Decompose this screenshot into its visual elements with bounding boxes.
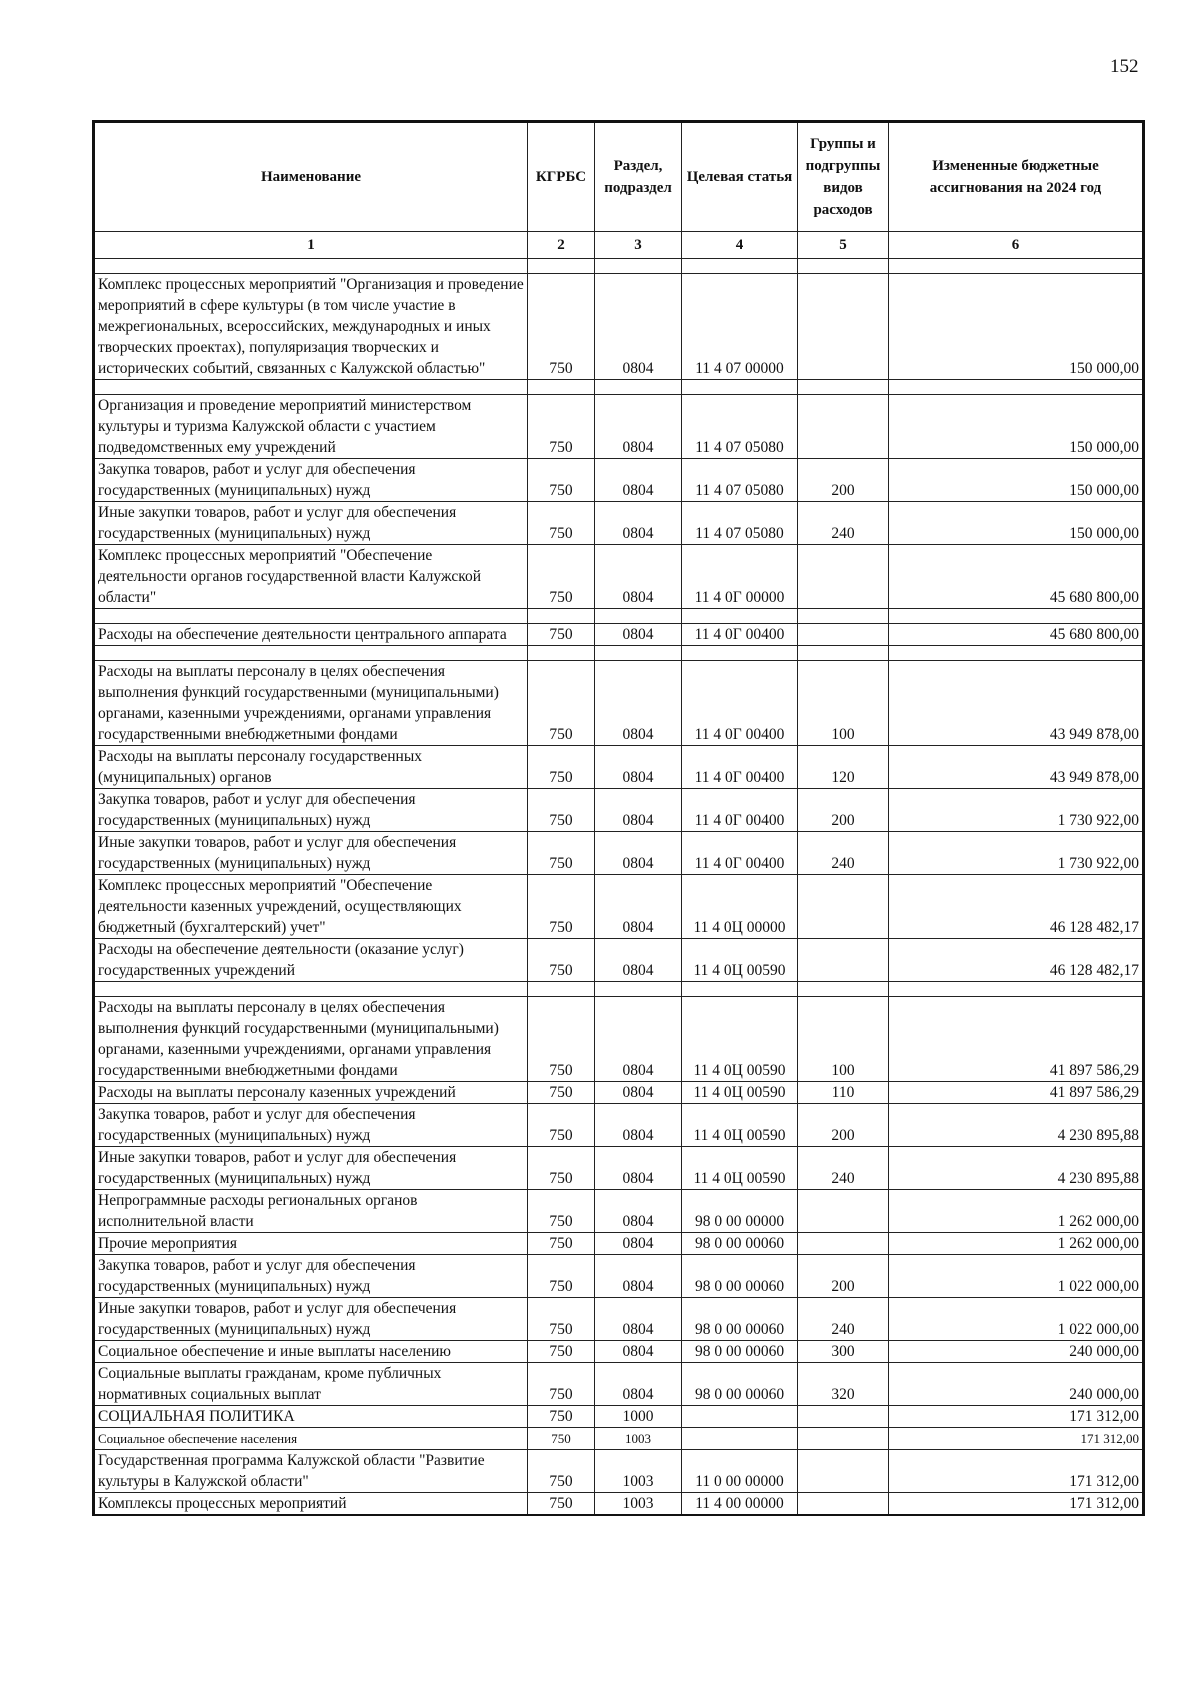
row-target: 11 4 0Ц 00590 bbox=[682, 997, 798, 1082]
header-name: Наименование bbox=[94, 122, 528, 232]
row-target: 11 4 0Г 00000 bbox=[682, 545, 798, 609]
row-name: Комплексы процессных мероприятий bbox=[94, 1493, 528, 1516]
table-row bbox=[94, 997, 1144, 1082]
row-section: 0804 bbox=[595, 1190, 682, 1233]
row-target: 11 4 0Ц 00590 bbox=[682, 1082, 798, 1104]
table-row bbox=[94, 1428, 1144, 1450]
row-kgrbs: 750 bbox=[528, 459, 595, 502]
row-name: Государственная программа Калужской области "Развитие культуры в Калужской области" bbox=[94, 1450, 528, 1493]
row-amount: 1 262 000,00 bbox=[889, 1233, 1144, 1255]
row-amount: 1 022 000,00 bbox=[889, 1298, 1144, 1341]
row-name: Расходы на выплаты персоналу в целях обеспечения выполнения функций государственными (муниципальными) органами, казенными учреждениями, органами управления государственными внебюджетными фондами bbox=[94, 997, 528, 1082]
row-kgrbs: 750 bbox=[528, 1406, 595, 1428]
row-kgrbs: 750 bbox=[528, 395, 595, 459]
row-name: Прочие мероприятия bbox=[94, 1233, 528, 1255]
table-row bbox=[94, 1341, 1144, 1363]
spacer-row bbox=[94, 380, 1144, 395]
column-number-row bbox=[94, 232, 1144, 259]
row-target: 11 4 07 05080 bbox=[682, 502, 798, 545]
column-number: 6 bbox=[889, 232, 1144, 259]
row-section: 0804 bbox=[595, 1233, 682, 1255]
table-row bbox=[94, 459, 1144, 502]
table-row bbox=[94, 1190, 1144, 1233]
row-amount: 171 312,00 bbox=[889, 1450, 1144, 1493]
row-name: СОЦИАЛЬНАЯ ПОЛИТИКА bbox=[94, 1406, 528, 1428]
row-group: 100 bbox=[798, 997, 889, 1082]
row-section: 1003 bbox=[595, 1428, 682, 1450]
row-kgrbs: 750 bbox=[528, 1082, 595, 1104]
row-amount: 43 949 878,00 bbox=[889, 746, 1144, 789]
row-group: 240 bbox=[798, 1147, 889, 1190]
row-group: 200 bbox=[798, 459, 889, 502]
row-amount: 46 128 482,17 bbox=[889, 875, 1144, 939]
row-amount: 1 730 922,00 bbox=[889, 832, 1144, 875]
row-kgrbs: 750 bbox=[528, 1104, 595, 1147]
row-section: 0804 bbox=[595, 395, 682, 459]
table-row bbox=[94, 502, 1144, 545]
row-name: Расходы на обеспечение деятельности (оказание услуг) государственных учреждений bbox=[94, 939, 528, 982]
table-row bbox=[94, 1104, 1144, 1147]
header-target: Целевая статья bbox=[682, 122, 798, 232]
row-section: 1003 bbox=[595, 1450, 682, 1493]
row-target: 98 0 00 00060 bbox=[682, 1233, 798, 1255]
row-amount: 43 949 878,00 bbox=[889, 661, 1144, 746]
table-row bbox=[94, 746, 1144, 789]
row-target: 11 4 07 05080 bbox=[682, 395, 798, 459]
row-kgrbs: 750 bbox=[528, 274, 595, 380]
row-name: Расходы на выплаты персоналу в целях обеспечения выполнения функций государственными (муниципальными) органами, казенными учреждениями, органами управления государственными внебюджетными фондами bbox=[94, 661, 528, 746]
row-kgrbs: 750 bbox=[528, 624, 595, 646]
row-amount: 41 897 586,29 bbox=[889, 997, 1144, 1082]
spacer-row bbox=[94, 609, 1144, 624]
row-target: 98 0 00 00060 bbox=[682, 1298, 798, 1341]
row-section: 0804 bbox=[595, 1363, 682, 1406]
budget-table bbox=[92, 120, 1145, 1516]
row-name: Иные закупки товаров, работ и услуг для обеспечения государственных (муниципальных) нужд bbox=[94, 502, 528, 545]
row-name: Непрограммные расходы региональных органов исполнительной власти bbox=[94, 1190, 528, 1233]
row-group: 200 bbox=[798, 1255, 889, 1298]
row-group: 200 bbox=[798, 789, 889, 832]
row-amount: 240 000,00 bbox=[889, 1341, 1144, 1363]
row-name: Иные закупки товаров, работ и услуг для обеспечения государственных (муниципальных) нужд bbox=[94, 1147, 528, 1190]
row-amount: 4 230 895,88 bbox=[889, 1147, 1144, 1190]
table-row bbox=[94, 1233, 1144, 1255]
row-section: 0804 bbox=[595, 624, 682, 646]
row-amount: 41 897 586,29 bbox=[889, 1082, 1144, 1104]
table-row bbox=[94, 832, 1144, 875]
row-name: Расходы на выплаты персоналу государственных (муниципальных) органов bbox=[94, 746, 528, 789]
row-section: 0804 bbox=[595, 459, 682, 502]
row-kgrbs: 750 bbox=[528, 746, 595, 789]
row-name: Расходы на выплаты персоналу казенных учреждений bbox=[94, 1082, 528, 1104]
header-groups: Группы и подгруппы видов расходов bbox=[798, 122, 889, 232]
row-section: 0804 bbox=[595, 545, 682, 609]
table-row bbox=[94, 624, 1144, 646]
row-group bbox=[798, 1493, 889, 1516]
row-group: 300 bbox=[798, 1341, 889, 1363]
row-kgrbs: 750 bbox=[528, 1147, 595, 1190]
row-section: 0804 bbox=[595, 939, 682, 982]
row-target: 98 0 00 00060 bbox=[682, 1255, 798, 1298]
row-section: 0804 bbox=[595, 832, 682, 875]
row-kgrbs: 750 bbox=[528, 939, 595, 982]
row-target: 98 0 00 00000 bbox=[682, 1190, 798, 1233]
row-section: 0804 bbox=[595, 661, 682, 746]
row-section: 0804 bbox=[595, 1147, 682, 1190]
row-section: 0804 bbox=[595, 875, 682, 939]
row-name: Закупка товаров, работ и услуг для обеспечения государственных (муниципальных) нужд bbox=[94, 459, 528, 502]
row-group bbox=[798, 1190, 889, 1233]
row-section: 0804 bbox=[595, 1082, 682, 1104]
header-section: Раздел, подраздел bbox=[595, 122, 682, 232]
row-kgrbs: 750 bbox=[528, 1233, 595, 1255]
table-row bbox=[94, 274, 1144, 380]
table-body bbox=[94, 259, 1144, 1516]
row-section: 1003 bbox=[595, 1493, 682, 1516]
row-group bbox=[798, 1406, 889, 1428]
row-target: 11 0 00 00000 bbox=[682, 1450, 798, 1493]
row-target bbox=[682, 1428, 798, 1450]
row-amount: 1 022 000,00 bbox=[889, 1255, 1144, 1298]
row-group bbox=[798, 1233, 889, 1255]
table-row bbox=[94, 1082, 1144, 1104]
row-name: Закупка товаров, работ и услуг для обеспечения государственных (муниципальных) нужд bbox=[94, 1104, 528, 1147]
row-group: 120 bbox=[798, 746, 889, 789]
row-amount: 150 000,00 bbox=[889, 274, 1144, 380]
table-row bbox=[94, 939, 1144, 982]
row-kgrbs: 750 bbox=[528, 1428, 595, 1450]
row-section: 0804 bbox=[595, 746, 682, 789]
table-row bbox=[94, 789, 1144, 832]
row-group bbox=[798, 939, 889, 982]
row-section: 0804 bbox=[595, 274, 682, 380]
row-kgrbs: 750 bbox=[528, 661, 595, 746]
row-amount: 4 230 895,88 bbox=[889, 1104, 1144, 1147]
page-number: 152 bbox=[1110, 56, 1139, 77]
row-group: 200 bbox=[798, 1104, 889, 1147]
row-name: Комплекс процессных мероприятий "Обеспечение деятельности казенных учреждений, осуществляющих бюджетный (бухгалтерский) учет" bbox=[94, 875, 528, 939]
row-amount: 240 000,00 bbox=[889, 1363, 1144, 1406]
row-target: 11 4 0Г 00400 bbox=[682, 746, 798, 789]
table-row bbox=[94, 1363, 1144, 1406]
row-group: 240 bbox=[798, 832, 889, 875]
row-group: 100 bbox=[798, 661, 889, 746]
row-section: 0804 bbox=[595, 502, 682, 545]
row-name: Организация и проведение мероприятий министерством культуры и туризма Калужской области с участием подведомственных ему учреждений bbox=[94, 395, 528, 459]
table-row bbox=[94, 875, 1144, 939]
row-name: Социальное обеспечение и иные выплаты населению bbox=[94, 1341, 528, 1363]
row-kgrbs: 750 bbox=[528, 1450, 595, 1493]
row-target: 11 4 0Ц 00590 bbox=[682, 1104, 798, 1147]
table-row bbox=[94, 1255, 1144, 1298]
row-group: 240 bbox=[798, 1298, 889, 1341]
row-name: Комплекс процессных мероприятий "Организация и проведение мероприятий в сфере культуры (в том числе участие в межрегиональных, всероссийских, международных и иных творческих проектах), популяризация творческих и исторических событий, связанных с Калужской областью" bbox=[94, 274, 528, 380]
row-target: 11 4 0Г 00400 bbox=[682, 789, 798, 832]
header-kgrbs: КГРБС bbox=[528, 122, 595, 232]
row-group: 320 bbox=[798, 1363, 889, 1406]
row-amount: 171 312,00 bbox=[889, 1493, 1144, 1516]
row-kgrbs: 750 bbox=[528, 832, 595, 875]
header-row bbox=[94, 122, 1144, 232]
row-group bbox=[798, 624, 889, 646]
row-section: 0804 bbox=[595, 997, 682, 1082]
table-row bbox=[94, 661, 1144, 746]
row-section: 0804 bbox=[595, 789, 682, 832]
row-group bbox=[798, 1450, 889, 1493]
row-name: Закупка товаров, работ и услуг для обеспечения государственных (муниципальных) нужд bbox=[94, 789, 528, 832]
spacer-row bbox=[94, 259, 1144, 274]
row-section: 0804 bbox=[595, 1298, 682, 1341]
row-amount: 150 000,00 bbox=[889, 459, 1144, 502]
row-kgrbs: 750 bbox=[528, 1298, 595, 1341]
row-kgrbs: 750 bbox=[528, 1363, 595, 1406]
row-target: 11 4 0Г 00400 bbox=[682, 832, 798, 875]
row-name: Иные закупки товаров, работ и услуг для обеспечения государственных (муниципальных) нужд bbox=[94, 832, 528, 875]
spacer-row bbox=[94, 646, 1144, 661]
table-row bbox=[94, 1147, 1144, 1190]
row-name: Расходы на обеспечение деятельности центрального аппарата bbox=[94, 624, 528, 646]
row-target: 11 4 0Г 00400 bbox=[682, 624, 798, 646]
row-group bbox=[798, 395, 889, 459]
table-row bbox=[94, 1450, 1144, 1493]
row-amount: 150 000,00 bbox=[889, 395, 1144, 459]
row-kgrbs: 750 bbox=[528, 1341, 595, 1363]
header-amount: Измененные бюджетные ассигнования на 2024 год bbox=[889, 122, 1144, 232]
column-number: 4 bbox=[682, 232, 798, 259]
row-target: 98 0 00 00060 bbox=[682, 1341, 798, 1363]
row-kgrbs: 750 bbox=[528, 997, 595, 1082]
row-target: 11 4 0Г 00400 bbox=[682, 661, 798, 746]
row-name: Комплекс процессных мероприятий "Обеспечение деятельности органов государственной власти Калужской области" bbox=[94, 545, 528, 609]
row-kgrbs: 750 bbox=[528, 1255, 595, 1298]
table-row bbox=[94, 1406, 1144, 1428]
row-target bbox=[682, 1406, 798, 1428]
spacer-row bbox=[94, 982, 1144, 997]
row-kgrbs: 750 bbox=[528, 545, 595, 609]
row-name: Социальное обеспечение населения bbox=[94, 1428, 528, 1450]
row-kgrbs: 750 bbox=[528, 875, 595, 939]
row-target: 11 4 0Ц 00590 bbox=[682, 939, 798, 982]
row-target: 11 4 07 05080 bbox=[682, 459, 798, 502]
table-row bbox=[94, 545, 1144, 609]
row-amount: 171 312,00 bbox=[889, 1428, 1144, 1450]
row-kgrbs: 750 bbox=[528, 1493, 595, 1516]
row-amount: 45 680 800,00 bbox=[889, 624, 1144, 646]
row-amount: 45 680 800,00 bbox=[889, 545, 1144, 609]
row-target: 11 4 07 00000 bbox=[682, 274, 798, 380]
row-group bbox=[798, 875, 889, 939]
table-row bbox=[94, 1298, 1144, 1341]
row-target: 11 4 0Ц 00000 bbox=[682, 875, 798, 939]
row-target: 11 4 00 00000 bbox=[682, 1493, 798, 1516]
row-section: 1000 bbox=[595, 1406, 682, 1428]
row-kgrbs: 750 bbox=[528, 789, 595, 832]
row-group bbox=[798, 1428, 889, 1450]
row-group: 110 bbox=[798, 1082, 889, 1104]
row-amount: 46 128 482,17 bbox=[889, 939, 1144, 982]
row-group: 240 bbox=[798, 502, 889, 545]
row-name: Социальные выплаты гражданам, кроме публичных нормативных социальных выплат bbox=[94, 1363, 528, 1406]
row-amount: 1 730 922,00 bbox=[889, 789, 1144, 832]
row-amount: 150 000,00 bbox=[889, 502, 1144, 545]
column-number: 5 bbox=[798, 232, 889, 259]
row-target: 98 0 00 00060 bbox=[682, 1363, 798, 1406]
row-amount: 171 312,00 bbox=[889, 1406, 1144, 1428]
row-section: 0804 bbox=[595, 1255, 682, 1298]
column-number: 2 bbox=[528, 232, 595, 259]
row-name: Иные закупки товаров, работ и услуг для обеспечения государственных (муниципальных) нужд bbox=[94, 1298, 528, 1341]
table-row bbox=[94, 395, 1144, 459]
table-row bbox=[94, 1493, 1144, 1516]
column-number: 1 bbox=[94, 232, 528, 259]
row-kgrbs: 750 bbox=[528, 1190, 595, 1233]
row-target: 11 4 0Ц 00590 bbox=[682, 1147, 798, 1190]
row-section: 0804 bbox=[595, 1104, 682, 1147]
row-name: Закупка товаров, работ и услуг для обеспечения государственных (муниципальных) нужд bbox=[94, 1255, 528, 1298]
row-amount: 1 262 000,00 bbox=[889, 1190, 1144, 1233]
row-group bbox=[798, 274, 889, 380]
row-kgrbs: 750 bbox=[528, 502, 595, 545]
row-section: 0804 bbox=[595, 1341, 682, 1363]
column-number: 3 bbox=[595, 232, 682, 259]
row-group bbox=[798, 545, 889, 609]
